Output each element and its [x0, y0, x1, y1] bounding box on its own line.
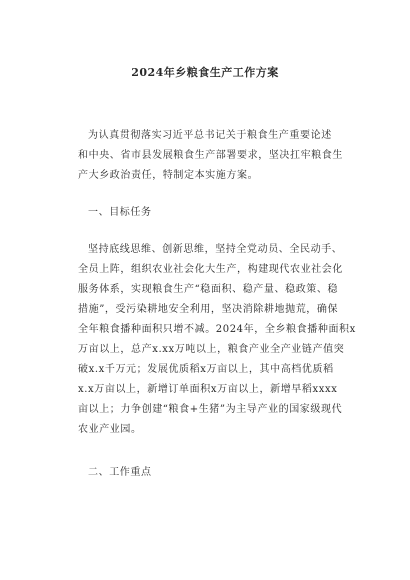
- section-1-line-4: 措施”，受污染耕地安全利用，坚决消除耕地抛荒，确保: [78, 304, 339, 315]
- intro-line-2: 和中央、省市县发展粮食生产部署要求，坚决扛牢粮食生: [78, 150, 343, 161]
- section-1-line-2: 全员上阵，组织农业社会化大生产，构建现代农业社会化: [78, 264, 343, 275]
- section-1-heading: 一、目标任务: [88, 207, 152, 218]
- section-1-line-6: 万亩以上，总产x.xx万吨以上，粮食产业全产业链产值突: [78, 344, 345, 355]
- section-1-line-1: 坚持底线思维、创新思维，坚持全党动员、全民动手、: [88, 244, 343, 255]
- section-1-line-9: 亩以上；力争创建“粮食+生猪”为主导产业的国家级现代: [78, 404, 343, 415]
- section-1-line-7: 破x.x千万元；发展优质稻x万亩以上，其中高档优质稻: [78, 364, 334, 375]
- section-1-line-3: 服务体系，实现粮食生产“稳面积、稳产量、稳政策、稳: [78, 284, 339, 295]
- section-1-line-10: 农业产业园。: [78, 424, 142, 435]
- document-title: 2024年乡粮食生产工作方案: [131, 66, 279, 79]
- section-2-heading: 二、工作重点: [88, 467, 152, 478]
- section-1-line-5: 全年粮食播种面积只增不减。2024年，全乡粮食播种面积x: [78, 324, 356, 335]
- intro-line-3: 产大乡政治责任，特制定本实施方案。: [78, 170, 259, 181]
- intro-line-1: 为认真贯彻落实习近平总书记关于粮食生产重要论述: [88, 130, 332, 141]
- section-1-line-8: x.x万亩以上，新增订单面积x万亩以上，新增早稻xxxx: [78, 384, 338, 395]
